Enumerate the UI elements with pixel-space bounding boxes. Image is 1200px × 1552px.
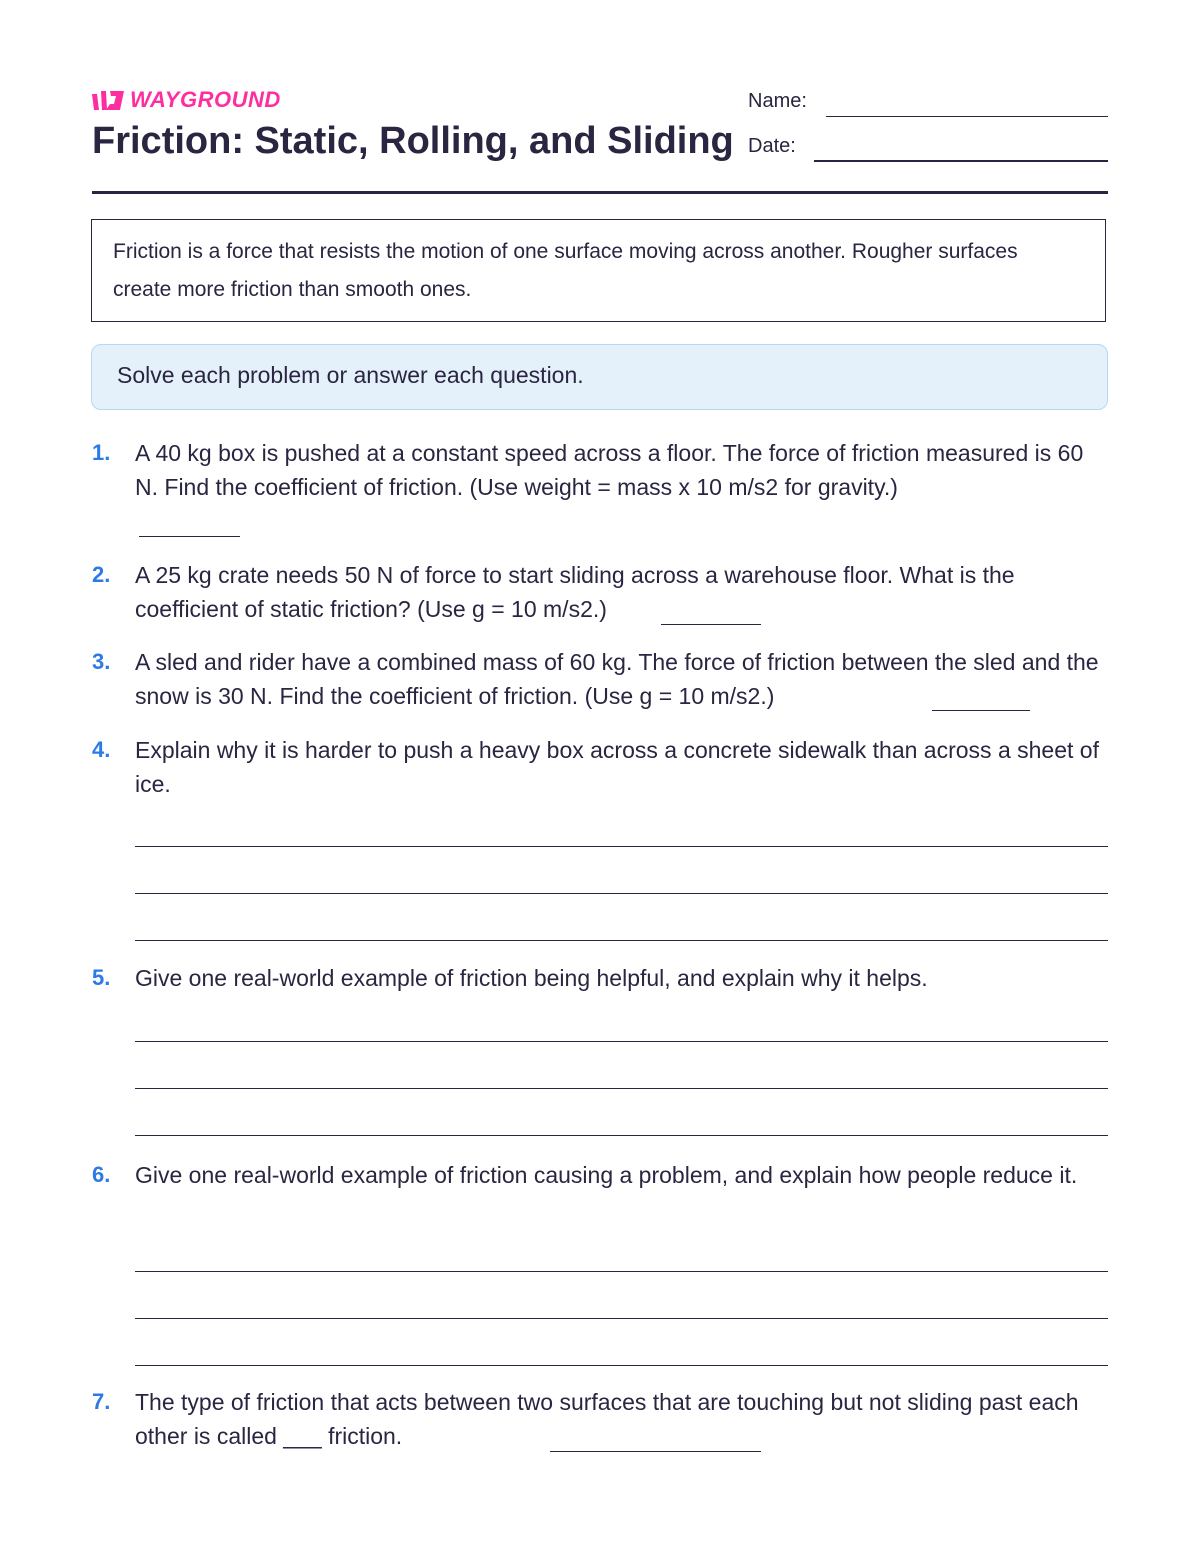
- instructions-box: [91, 344, 1108, 410]
- answer-line-6a[interactable]: [135, 1271, 1108, 1272]
- name-label: Name:: [748, 90, 807, 112]
- answer-line-5a[interactable]: [135, 1041, 1108, 1042]
- answer-line-6c[interactable]: [135, 1365, 1108, 1366]
- question-number-6: 6.: [92, 1162, 111, 1187]
- header-divider: [92, 191, 1108, 194]
- brand-name: WAYGROUND: [130, 87, 281, 112]
- answer-line-5b[interactable]: [135, 1088, 1108, 1089]
- answer-line-4a[interactable]: [135, 846, 1108, 847]
- name-field[interactable]: [826, 116, 1108, 117]
- answer-blank-1[interactable]: [139, 536, 240, 537]
- date-label: Date:: [748, 135, 796, 157]
- wayground-logo-icon: [92, 88, 124, 112]
- question-text-5: Give one real-world example of friction being helpful, and explain why it helps.: [135, 965, 928, 991]
- question-number-5: 5.: [92, 965, 111, 990]
- answer-line-4b[interactable]: [135, 893, 1108, 894]
- answer-line-6b[interactable]: [135, 1318, 1108, 1319]
- question-number-4: 4.: [92, 737, 111, 762]
- intro-box: [91, 219, 1106, 322]
- question-text-7: The type of friction that acts between two surfaces that are touching but not sliding past each other is called ___ friction.: [135, 1389, 1079, 1449]
- answer-blank-7[interactable]: [550, 1451, 761, 1452]
- question-text-3: A sled and rider have a combined mass of 60 kg. The force of friction between the sled and the snow is 30 N. Find the coefficient of friction. (Use g = 10 m/s2.): [135, 649, 1099, 709]
- question-text-2: A 25 kg crate needs 50 N of force to start sliding across a warehouse floor. What is the coefficient of static friction? (Use g = 10 m/s2.): [135, 562, 1015, 622]
- intro-text: Friction is a force that resists the motion of one surface moving across another. Rougher surfaces create more friction than smooth ones.: [113, 240, 1018, 301]
- question-text-4: Explain why it is harder to push a heavy box across a concrete sidewalk than across a sheet of ice.: [135, 737, 1099, 797]
- brand-logo: [92, 86, 281, 114]
- question-text-1: A 40 kg box is pushed at a constant speed across a floor. The force of friction measured is 60 N. Find the coefficient of friction. (Use weight = mass x 10 m/s2 for gravity.): [135, 440, 1084, 500]
- instructions-text: Solve each problem or answer each question.: [117, 362, 584, 388]
- question-number-1: 1.: [92, 440, 111, 465]
- question-number-7: 7.: [92, 1389, 111, 1414]
- question-text-6: Give one real-world example of friction causing a problem, and explain how people reduce it.: [135, 1162, 1078, 1188]
- date-field[interactable]: [814, 160, 1108, 162]
- worksheet-title: Friction: Static, Rolling, and Sliding: [92, 120, 734, 162]
- answer-blank-3[interactable]: [932, 710, 1030, 711]
- answer-line-5c[interactable]: [135, 1135, 1108, 1136]
- question-number-3: 3.: [92, 649, 111, 674]
- answer-blank-2[interactable]: [661, 624, 761, 625]
- answer-line-4c[interactable]: [135, 940, 1108, 941]
- question-number-2: 2.: [92, 562, 111, 587]
